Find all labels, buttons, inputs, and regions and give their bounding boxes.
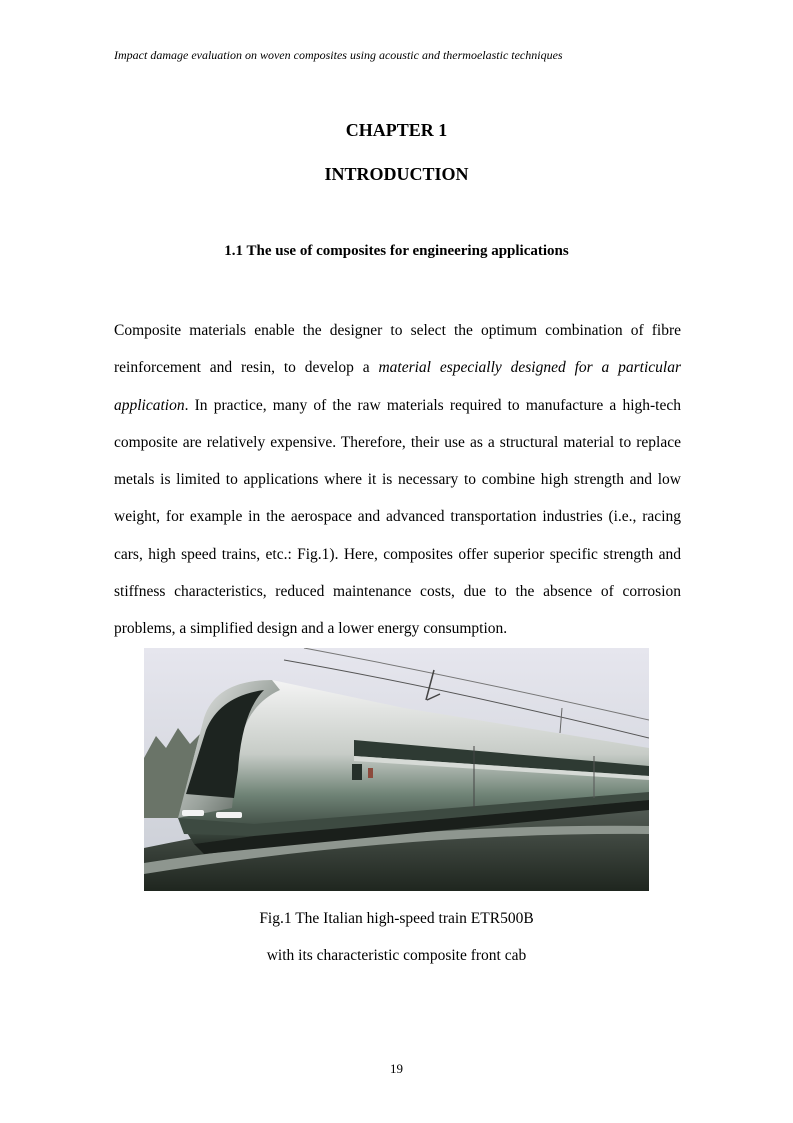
paragraph-emphasis: material especially designed for a particular application (114, 359, 681, 414)
running-head: Impact damage evaluation on woven composites using acoustic and thermoelastic techniques (114, 48, 563, 62)
page-number: 19 (390, 1061, 403, 1076)
train-illustration (144, 648, 649, 891)
paragraph-text-2: . In practice, many of the raw materials required to manufacture a high-tech composite are relatively expensive. Therefore, their use as a structural material to replace metals is limited to applications where it is necessary to combine high strength and low weight, for example in the aerospace and advanced transportation industries (i.e., racing cars, high speed trains, etc.: Fig.1). Here, composites offer superior specific strength and stiffness characteristics, reduced maintenance costs, due to the absence of corrosion problems, a simplified design and a lower energy consumption. (114, 396, 681, 638)
section-heading: 1.1 The use of composites for engineering applications (224, 243, 569, 259)
body-paragraph (114, 312, 681, 648)
paragraph-text-1: Composite materials enable the designer to select the optimum combination of fibre reinforcement and resin, to develop a (114, 322, 681, 377)
train-photo (144, 648, 649, 891)
chapter-title: INTRODUCTION (324, 164, 469, 184)
figure-caption-line1: Fig.1 The Italian high-speed train ETR500B (259, 910, 534, 927)
chapter-number: CHAPTER 1 (345, 120, 448, 140)
figure-caption-line2: with its characteristic composite front cab (266, 947, 527, 964)
